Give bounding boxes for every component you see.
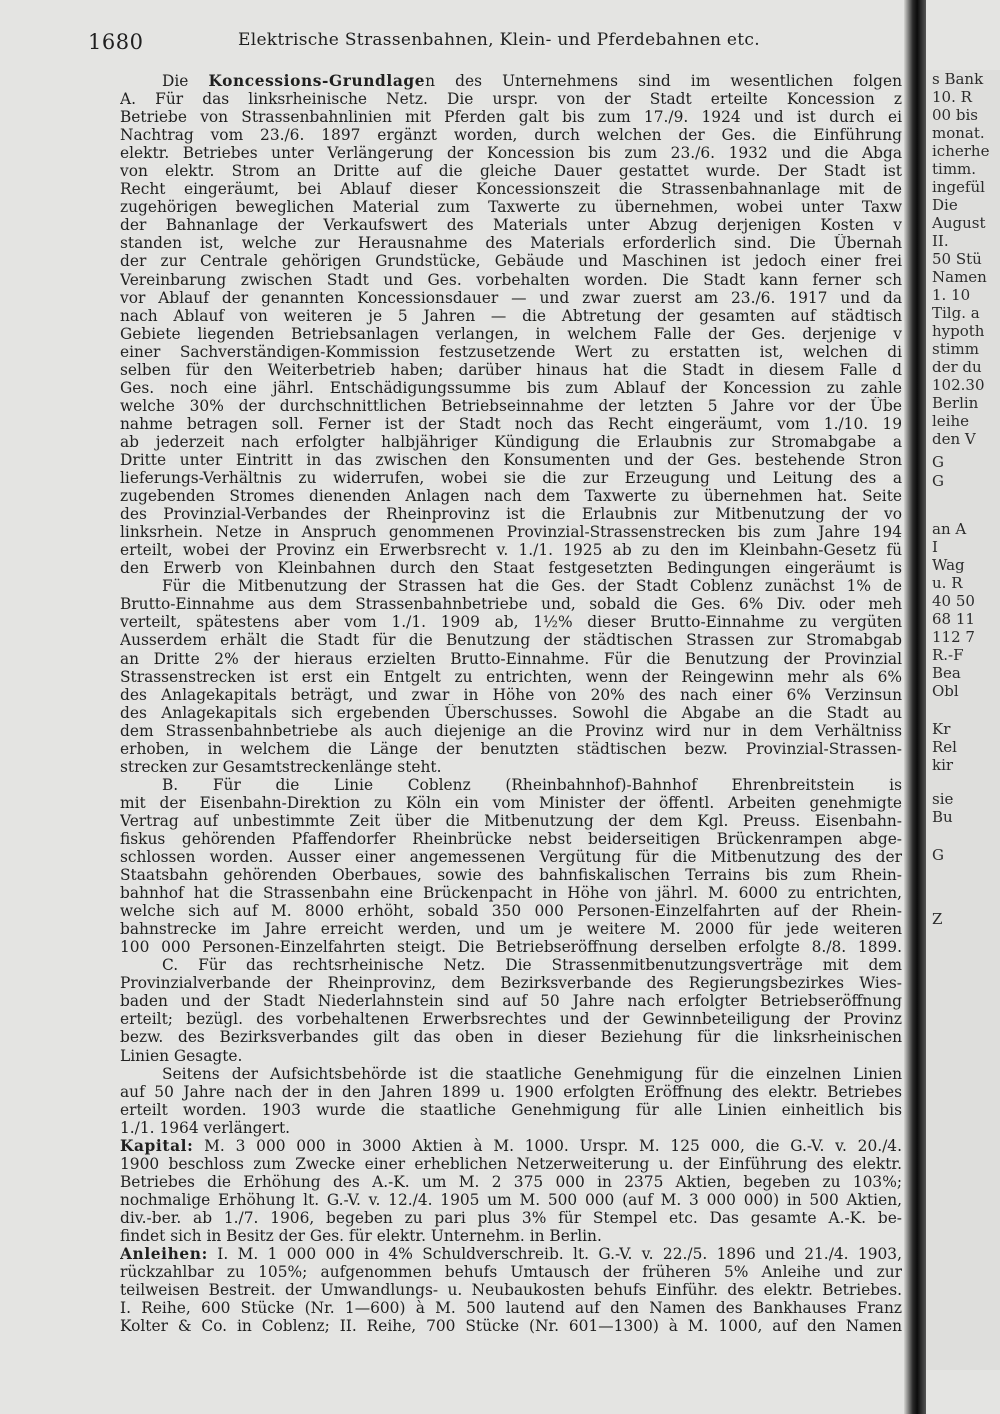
text-line: standen ist, welche zur Herausnahme des Materials erforderlich sind. Die Übernah bbox=[120, 234, 902, 253]
facing-page-fragment: u. R bbox=[932, 574, 963, 592]
facing-page-fragment: Namen bbox=[932, 268, 987, 286]
facing-page-fragment: 10. R bbox=[932, 88, 972, 106]
body-text bbox=[120, 72, 902, 1335]
facing-page-fragment: sie bbox=[932, 790, 954, 808]
facing-page-fragment: icherhe bbox=[932, 142, 990, 160]
text-line: teilweisen Bestreit. der Umwandlungs- u. Neubaukosten behufs Einführ. des elektr. Betriebes. bbox=[120, 1281, 902, 1300]
facing-page-fragment: 102.30 bbox=[932, 376, 985, 394]
facing-page-fragment: kir bbox=[932, 756, 954, 774]
text-line: an Dritte 2% der hieraus erzielten Brutto-Einnahme. Für die Benutzung der Provinzial bbox=[120, 649, 902, 668]
text-line: elektr. Betriebes unter Verlängerung der Koncession bis zum 23./6. 1932 und die Abga bbox=[120, 144, 902, 163]
facing-page-fragment: G bbox=[932, 472, 944, 490]
facing-page-fragment: Rel bbox=[932, 738, 957, 756]
text-line: Vertrag auf unbestimmte Zeit über die Mitbenutzung der dem Kgl. Preuss. Eisenbahn- bbox=[120, 811, 902, 830]
text-line: bahnhof hat die Strassenbahn eine Brückenpacht in Höhe von jährl. M. 6000 zu entrichten, bbox=[120, 884, 902, 903]
facing-page-fragment: II. bbox=[932, 232, 949, 250]
text-line: Vereinbarung zwischen Stadt und Ges. vorbehalten worden. Die Stadt kann ferner sch bbox=[120, 270, 902, 289]
text-line: der Bahnanlage der Verkaufswert des Materials unter Abzug derjenigen Kosten v bbox=[120, 216, 902, 235]
facing-page-fragment: Z bbox=[932, 910, 943, 928]
section-heading: Kapital: bbox=[120, 1136, 194, 1155]
text-line: Betriebe von Strassenbahnlinien mit Pferden galt bis zum 17./9. 1924 und ist durch ei bbox=[120, 108, 902, 127]
text-line: Dritte unter Eintritt in das zwischen den Konsumenten und der Ges. bestehende Stron bbox=[120, 450, 902, 469]
text-line: findet sich in Besitz der Ges. für elektr. Unternehm. in Berlin. bbox=[120, 1227, 602, 1245]
text-line: verteilt, spätestens aber vom 1./1. 1909 ab, 1½% dieser Brutto-Einnahme zu vergüten bbox=[120, 613, 902, 632]
facing-page-fragment: 68 11 bbox=[932, 610, 975, 628]
text-line: den Erwerb von Kleinbahnen durch den Staat festgesetzten Bedingungen eingeräumt is bbox=[120, 559, 902, 578]
text-line: strecken zur Gesamtstreckenlänge steht. bbox=[120, 757, 442, 776]
facing-page-fragment: Berlin bbox=[932, 394, 979, 412]
facing-page-fragment: Bea bbox=[932, 664, 961, 682]
text-line: von elektr. Strom an Dritte auf die gleiche Dauer gestattet wurde. Der Stadt ist bbox=[120, 162, 902, 181]
facing-page-fragment: monat. bbox=[932, 124, 985, 142]
text-line: erteilt worden. 1903 wurde die staatliche Genehmigung für alle Linien einheitlich bis bbox=[120, 1100, 902, 1119]
facing-page-fragment: an A bbox=[932, 520, 967, 538]
facing-page-fragment: Tilg. a bbox=[932, 304, 980, 322]
facing-page-fragment: Wag bbox=[932, 556, 965, 574]
text-line: Provinzialverbande der Rheinprovinz, dem Bezirksverbande des Regierungsbezirkes Wies- bbox=[120, 974, 902, 993]
text-line: erhoben, in welchem die Länge der benutzten städtischen bezw. Provinzial-Strassen- bbox=[120, 739, 902, 758]
text-line: vor Ablauf der genannten Koncessionsdauer — und zwar zuerst am 23./6. 1917 und da bbox=[120, 288, 902, 307]
facing-page-fragment: I bbox=[932, 538, 938, 556]
text-line: Seitens der Aufsichtsbehörde ist die staatliche Genehmigung für die einzelnen Linien bbox=[162, 1064, 902, 1083]
facing-page-fragment: stimm bbox=[932, 340, 979, 358]
text-line: des Provinzial-Verbandes der Rheinprovinz ist die Erlaubnis zur Mitbenutzung der vo bbox=[120, 505, 902, 524]
text-line: ab jederzeit nach erfolgter halbjähriger Kündigung die Erlaubnis zur Stromabgabe a bbox=[120, 432, 902, 451]
facing-page-fragment: der du bbox=[932, 358, 982, 376]
text-line: selben für den Weiterbetrieb haben; darüber hinaus hat die Stadt in diesem Falle d bbox=[120, 360, 902, 379]
text-line: Kolter & Co. in Coblenz; II. Reihe, 700 Stücke (Nr. 601—1300) à M. 1000, auf den Namen bbox=[120, 1317, 902, 1336]
text-line: I. Reihe, 600 Stücke (Nr. 1—600) à M. 500 lautend auf den Namen des Bankhauses Franz bbox=[120, 1299, 902, 1318]
text-line: dem Strassenbahnbetriebe als auch diejenige an die Provinz wird nur in dem Verhältniss bbox=[120, 721, 902, 740]
facing-page-fragment: timm. bbox=[932, 160, 977, 178]
text-line: der zur Centrale gehörigen Grundstücke, Gebäude und Maschinen ist jedoch einer frei bbox=[120, 252, 902, 271]
text-line: schlossen worden. Ausser einer angemessenen Vergütung für die Mitbenutzung des der bbox=[120, 848, 902, 867]
text-line: Nachtrag vom 23./6. 1897 ergänzt worden, durch welchen der Ges. die Einführung bbox=[120, 126, 902, 145]
facing-page-fragment: s Bank bbox=[932, 70, 984, 88]
facing-page-fragment: 50 Stü bbox=[932, 250, 982, 268]
text-line: A. Für das linksrheinische Netz. Die urspr. von der Stadt erteilte Koncession z bbox=[120, 90, 902, 109]
text-line: Die Koncessions-Grundlagen des Unternehmens sind im wesentlichen folgen bbox=[162, 72, 902, 90]
text-line: erteilt; bezügl. des vorbehaltenen Erwerbsrechtes und der Gewinnbeteiligung der Provinz bbox=[120, 1010, 902, 1029]
facing-page-fragment: Kr bbox=[932, 720, 951, 738]
text-line: zugehörigen beweglichen Material zum Taxwerte zu übernehmen, wobei unter Taxw bbox=[120, 198, 902, 217]
facing-page-fragment: R.-F bbox=[932, 646, 964, 664]
facing-page-fragments bbox=[926, 70, 1000, 1370]
text-line: 100 000 Personen-Einzelfahrten steigt. Die Betriebseröffnung derselben erfolgte 8./8. 1899. bbox=[120, 938, 902, 957]
page-gutter bbox=[904, 0, 926, 1414]
text-line: 1./1. 1964 verlängert. bbox=[120, 1118, 291, 1137]
text-line: C. Für das rechtsrheinische Netz. Die Strassenmitbenutzungsverträge mit dem bbox=[162, 956, 902, 975]
text-line: des Anlagekapitals beträgt, und zwar in Höhe von 20% des nach einer 6% Verzinsun bbox=[120, 685, 902, 704]
section-heading: Anleihen: bbox=[120, 1245, 208, 1264]
facing-page-fragment: 00 bis bbox=[932, 106, 978, 124]
text-line: bezw. des Bezirksverbandes gilt das oben in dieser Beziehung für die linksrheinischen bbox=[120, 1028, 902, 1047]
facing-page-fragment: G bbox=[932, 846, 944, 864]
text-line: welche 30% der durchschnittlichen Betriebseinnahme der letzten 5 Jahre vor der Übe bbox=[120, 396, 902, 415]
text-line: zugebenden Stromes dienenden Anlagen nach dem Taxwerte zu übernehmen hat. Seite bbox=[120, 487, 902, 506]
text-line: Ausserdem erhält die Stadt für die Benutzung der städtischen Strassen zur Stromabgab bbox=[120, 631, 902, 650]
facing-page-fragment: leihe bbox=[932, 412, 970, 430]
text-line: nach Ablauf von weiteren je 5 Jahren — die Abtretung der gesamten auf städtisch bbox=[120, 306, 902, 325]
page-header bbox=[88, 30, 908, 58]
text-line: Ges. noch eine jährl. Entschädigungssumme bis zum Ablauf der Koncession zu zahle bbox=[120, 378, 902, 397]
running-title: Elektrische Strassenbahnen, Klein- und Pferdebahnen etc. bbox=[238, 30, 760, 50]
facing-page-fragment: Die bbox=[932, 196, 958, 214]
text-line: B. Für die Linie Coblenz (Rheinbahnhof)-Bahnhof Ehrenbreitstein is bbox=[162, 775, 902, 794]
text-line: Brutto-Einnahme aus dem Strassenbahnbetriebe und, sobald die Ges. 6% Div. oder meh bbox=[120, 595, 902, 614]
text-line: nahme betragen soll. Ferner ist der Stadt noch das Recht eingeräumt, vom 1./10. 19 bbox=[120, 414, 902, 433]
text-line: linksrhein. Netze in Anspruch genommenen Provinzial-Strassenstrecken bis zum Jahre 194 bbox=[120, 523, 902, 542]
text-line: erteilt, wobei der Provinz ein Erwerbsrecht v. 1./1. 1925 ab zu den im Kleinbahn-Gesetz fü bbox=[120, 541, 902, 560]
text-line: Betriebes die Erhöhung des A.-K. um M. 2 375 000 in 2375 Aktien, begeben zu 103%; bbox=[120, 1172, 902, 1191]
text-line: baden und der Stadt Niederlahnstein sind auf 50 Jahre nach erfolgter Betriebseröffnung bbox=[120, 992, 902, 1011]
text-line: fiskus gehörenden Pfaffendorfer Rheinbrücke nebst beiderseitigen Brückenrampen abge- bbox=[120, 829, 902, 848]
text-line: einer Sachverständigen-Kommission festzusetzende Wert zu erstatten ist, welchen di bbox=[120, 342, 902, 361]
facing-page-fragment: G bbox=[932, 453, 944, 471]
text-line: Für die Mitbenutzung der Strassen hat die Ges. der Stadt Coblenz zunächst 1% de bbox=[162, 577, 902, 596]
text-line: Linien Gesagte. bbox=[120, 1046, 243, 1065]
text-line: Anleihen: I. M. 1 000 000 in 4% Schuldverschreib. lt. G.-V. v. 22./5. 1896 und 21./4. 1903, bbox=[120, 1245, 902, 1264]
text-line: 1900 beschloss zum Zwecke einer erheblichen Netzerweiterung u. der Einführung des elektr. bbox=[120, 1154, 902, 1173]
text-line: auf 50 Jahre nach der in den Jahren 1899 u. 1900 erfolgten Eröffnung des elektr. Betriebes bbox=[120, 1082, 902, 1101]
facing-page-fragment: 40 50 bbox=[932, 592, 975, 610]
facing-page-fragment: ingefül bbox=[932, 178, 985, 196]
page-number: 1680 bbox=[88, 30, 144, 54]
text-line: des Anlagekapitals sich ergebenden Überschusses. Sowohl die Abgabe an die Stadt au bbox=[120, 703, 902, 722]
text-line: rückzahlbar zu 105%; aufgenommen behufs Umtausch der früheren 5% Anleihe und zur bbox=[120, 1263, 902, 1282]
section-heading: Koncessions-Grundlage bbox=[208, 72, 426, 90]
facing-page-fragment: August bbox=[932, 214, 986, 232]
text-line: Kapital: M. 3 000 000 in 3000 Aktien à M. 1000. Urspr. M. 125 000, die G.-V. v. 20./4. bbox=[120, 1136, 902, 1155]
facing-page-fragment: hypoth bbox=[932, 322, 985, 340]
text-line: Staatsbahn gehörenden Oberbaues, sowie des bahnfiskalischen Terrains bis zum Rhein- bbox=[120, 866, 902, 885]
text-line: welche sich auf M. 8000 erhöht, sobald 350 000 Personen-Einzelfahrten auf der Rhein- bbox=[120, 902, 902, 921]
facing-page-fragment: den V bbox=[932, 430, 976, 448]
text-line: Strassenstrecken ist erst ein Entgelt zu entrichten, wenn der Reingewinn mehr als 6% bbox=[120, 667, 902, 686]
text-line: nochmalige Erhöhung lt. G.-V. v. 12./4. 1905 um M. 500 000 (auf M. 3 000 000) in 500 Aktien, bbox=[120, 1190, 902, 1209]
text-line: div.-ber. ab 1./7. 1906, begeben zu pari plus 3% für Stempel etc. Das gesamte A.-K. be- bbox=[120, 1208, 902, 1227]
text-line: Recht eingeräumt, bei Ablauf dieser Koncessionszeit die Strassenbahnanlage mit de bbox=[120, 180, 902, 199]
text-line: bahnstrecke im Jahre erreicht werden, und um je weitere M. 2000 für jede weiteren bbox=[120, 920, 902, 939]
facing-page-fragment: Obl bbox=[932, 682, 959, 700]
facing-page-fragment: 112 7 bbox=[932, 628, 975, 646]
text-line: lieferungs-Verhältnis zu widerrufen, wobei sie die zur Erzeugung und Leitung des a bbox=[120, 469, 902, 488]
facing-page-fragment: Bu bbox=[932, 808, 953, 826]
text-line: mit der Eisenbahn-Direktion zu Köln ein vom Minister der öffentl. Arbeiten genehmigte bbox=[120, 793, 902, 812]
facing-page-fragment: 1. 10 bbox=[932, 286, 971, 304]
text-line: Gebiete liegenden Betriebsanlagen verlangen, in welchem Falle der Ges. derjenige v bbox=[120, 324, 902, 343]
